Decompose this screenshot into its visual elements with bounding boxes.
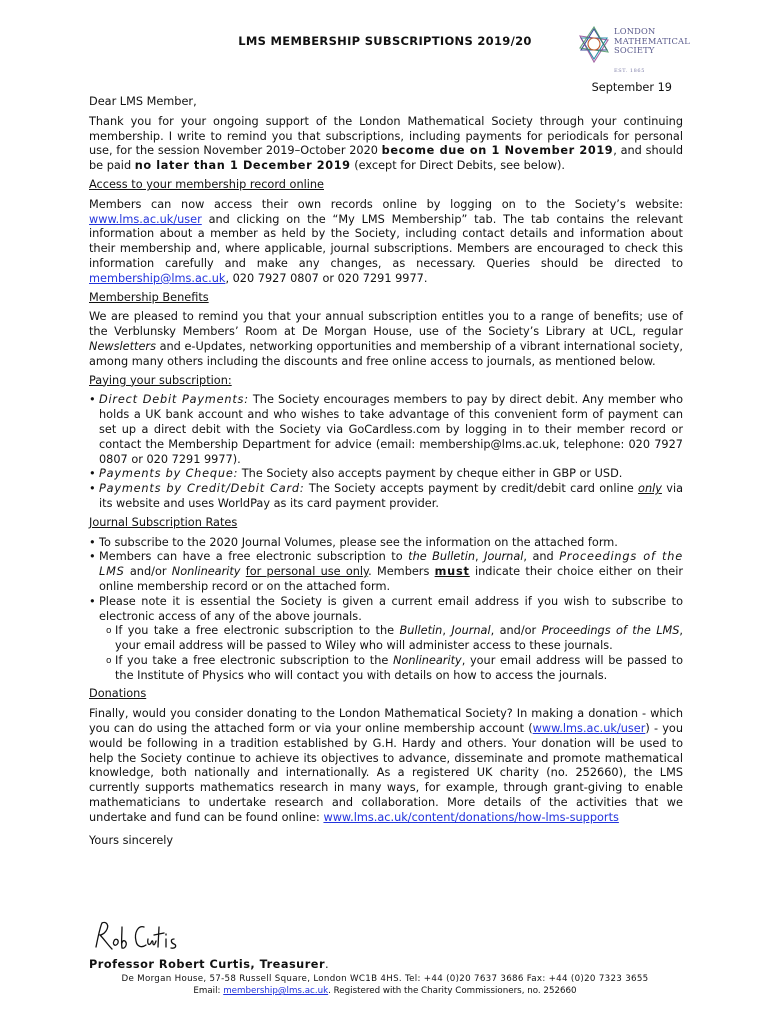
list-item: • Please note it is essential the Society is given a current email address if you wish to subscribe to electronic access of any of the above journals. o If you take a free electronic subscription to the Bulletin, Journal, and/or Proceedings of the LMS, your email address will be passed to Wiley who will administer access to these journals. o If you take a free electronic subscription to the Nonlinearity, your email address will be passed to the Institute of Physics who will contact you with details on how to access the journals.: [89, 595, 683, 684]
list-item: • Members can have a free electronic subscription to the Bulletin, Journal, and Proceedings of the LMS and/or Nonlinearity for personal use only. Members must indicate their choice either on their online membership record or on the attached form.: [89, 550, 683, 594]
intro-paragraph: Thank you for your ongoing support of the London Mathematical Society through your continuing membership. I write to remind you that subscriptions, including payments for periodicals for personal use, for the session November 2019–October 2020 become due on 1 November 2019, and should be paid no later than 1 December 2019 (except for Direct Debits, see below).: [89, 114, 683, 173]
footer-email-link[interactable]: membership@lms.ac.uk: [223, 986, 329, 996]
journal-list: [89, 536, 683, 684]
list-item: • To subscribe to the 2020 Journal Volumes, please see the information on the attached form.: [89, 536, 683, 551]
sub-list-item: o If you take a free electronic subscription to the Nonlinearity, your email address will be passed to the Institute of Physics who will contact you with details on how to access the journals.: [106, 654, 683, 684]
donations-paragraph: Finally, would you consider donating to the London Mathematical Society? In making a donation - which you can do using the attached form or via your online membership account (www.lms.ac.uk/user) - you would be following in a tradition established by G.H. Hardy and others. Your donation will be used to help the Society continue to achieve its objectives to advance, disseminate and promote mathematical knowledge, both nationally and internationally. As a registered UK charity (no. 252660), the LMS currently supports mathematics research in many ways, for example, through grant-giving to enable mathematicians to undertake research and collaboration. More details of the activities that we undertake and fund can be found online: www.lms.ac.uk/content/donations/how-lms-supports: [89, 707, 683, 824]
lms-star-logo-icon: [576, 26, 612, 66]
donations-link[interactable]: www.lms.ac.uk/content/donations/how-lms-supports: [323, 810, 619, 824]
list-item: • Payments by Credit/Debit Card: The Society accepts payment by credit/debit card online only via its website and uses WorldPay as its card payment provider.: [89, 482, 683, 512]
signer-name: Professor Robert Curtis, Treasurer.: [89, 958, 330, 971]
footer-email: Email: membership@lms.ac.uk. Registered with the Charity Commissioners, no. 252660: [193, 986, 577, 996]
access-paragraph: Members can now access their own records online by logging on to the Society’s website: www.lms.ac.uk/user and clicking on the “My LMS Membership” tab. The tab contains the relevant information about a member as held by the Society, including contact details and information about their membership and, where applicable, journal subscriptions. Members are encouraged to check this information carefully and make any changes, as necessary. Queries should be directed to membership@lms.ac.uk, 020 7927 0807 or 020 7291 9977.: [89, 197, 683, 285]
logo-est: EST. 1865: [614, 68, 645, 74]
lms-logo: [576, 26, 696, 74]
list-item: • Payments by Cheque: The Society also accepts payment by cheque either in GBP or USD.: [89, 467, 683, 482]
access-heading: Access to your membership record online: [89, 177, 324, 191]
payment-list: [89, 393, 683, 511]
list-item: • Direct Debit Payments: The Society encourages members to pay by direct debit. Any member who holds a UK bank account and who wishes to take advantage of this convenient form of payment can set up a direct debit with the Society via GoCardless.com by logging in to their member record or contact the Membership Department for advice (email: membership@lms.ac.uk, telephone: 020 7927 0807 or 020 7291 9977).: [89, 393, 683, 467]
page-title: LMS MEMBERSHIP SUBSCRIPTIONS 2019/20: [238, 34, 532, 48]
letter-body: [89, 95, 683, 848]
benefits-paragraph: We are pleased to remind you that your annual subscription entitles you to a range of benefits; use of the Verblunsky Members’ Room at De Morgan House, use of the Society’s Library at UCL, regular Newsletters and e-Updates, networking opportunities and membership of a vibrant international society, among many others including the discounts and free online access to journals, as mentioned below.: [89, 310, 683, 368]
closing: Yours sincerely: [89, 833, 174, 847]
benefits-heading: Membership Benefits: [89, 290, 209, 304]
journal-heading: Journal Subscription Rates: [89, 515, 238, 529]
membership-email-link[interactable]: membership@lms.ac.uk: [89, 271, 226, 285]
footer-address: De Morgan House, 57-58 Russell Square, London WC1B 4HS. Tel: +44 (0)20 7637 3686 Fax: +44 (0)20 7323 3655: [121, 974, 649, 984]
salutation: Dear LMS Member,: [89, 95, 197, 108]
sub-list-item: o If you take a free electronic subscription to the Bulletin, Journal, and/or Proceedings of the LMS, your email address will be passed to Wiley who will administer access to these journals.: [106, 624, 683, 654]
sub-list: [99, 624, 683, 683]
donations-heading: Donations: [89, 687, 147, 701]
logo-wordmark: LONDON MATHEMATICAL SOCIETY: [614, 26, 690, 56]
paying-heading: Paying your subscription:: [89, 373, 232, 387]
letter-date: September 19: [591, 81, 672, 94]
user-link[interactable]: www.lms.ac.uk/user: [89, 212, 202, 226]
user-link[interactable]: www.lms.ac.uk/user: [532, 722, 646, 736]
signature-image: [92, 917, 192, 957]
